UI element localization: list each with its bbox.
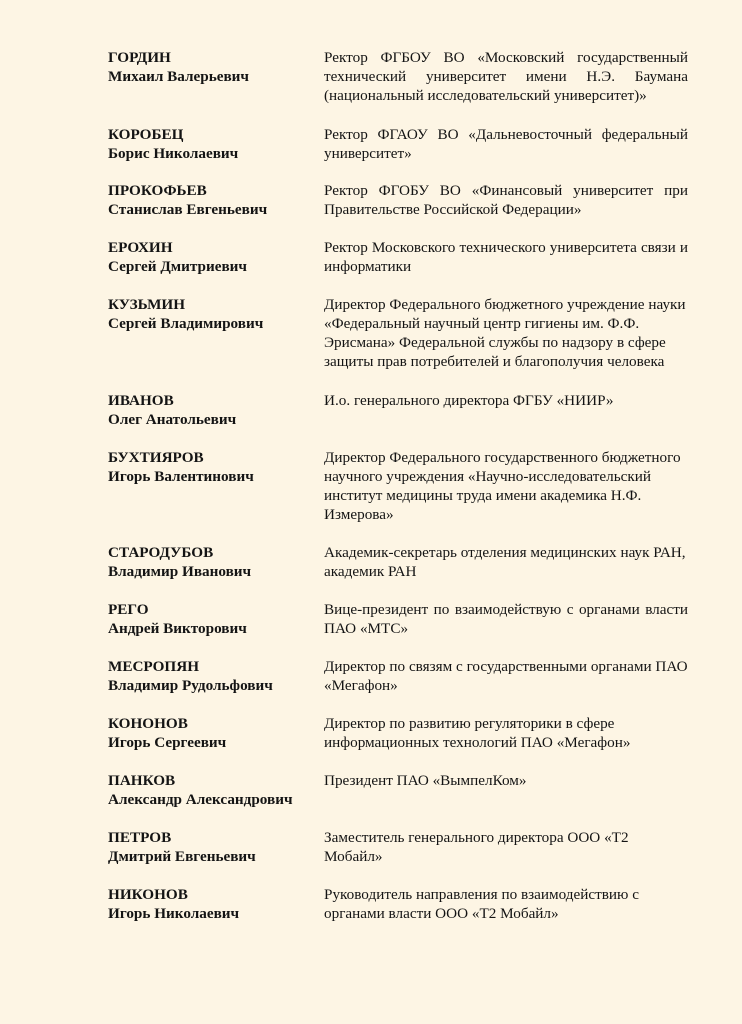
list-item bbox=[108, 238, 688, 276]
person-name bbox=[108, 448, 324, 524]
person-given-names: Игорь Сергеевич bbox=[108, 734, 227, 751]
list-item bbox=[108, 125, 688, 163]
person-name bbox=[108, 771, 324, 809]
person-given-names: Михаил Валерьевич bbox=[108, 68, 249, 85]
list-item bbox=[108, 657, 688, 695]
person-role: Директор по развитию регуляторики в сфере информационных технологий ПАО «Мегафон» bbox=[324, 715, 631, 751]
person-name bbox=[108, 885, 324, 923]
person-given-names: Александр Александрович bbox=[108, 791, 293, 808]
person-role: Ректор ФГБОУ ВО «Московский государственный технический университет имени Н.Э. Баумана (национальный исследовательский университет)» bbox=[324, 49, 688, 104]
person-role: И.о. генерального директора ФГБУ «НИИР» bbox=[324, 392, 614, 409]
person-given-names: Олег Анатольевич bbox=[108, 411, 237, 428]
participants-list bbox=[108, 48, 688, 923]
person-name bbox=[108, 714, 324, 752]
list-item bbox=[108, 543, 688, 581]
list-item bbox=[108, 714, 688, 752]
person-surname: МЕСРОПЯН bbox=[108, 658, 200, 675]
person-role: Директор по связям с государственными органами ПАО «Мегафон» bbox=[324, 658, 688, 694]
person-surname: ГОРДИН bbox=[108, 49, 171, 66]
person-given-names: Сергей Владимирович bbox=[108, 315, 264, 332]
person-role: Ректор ФГОБУ ВО «Финансовый университет при Правительстве Российской Федерации» bbox=[324, 182, 688, 218]
person-surname: ПРОКОФЬЕВ bbox=[108, 182, 207, 199]
person-surname: КУЗЬМИН bbox=[108, 296, 186, 313]
person-name bbox=[108, 125, 324, 163]
person-given-names: Владимир Рудольфович bbox=[108, 677, 273, 694]
person-surname: НИКОНОВ bbox=[108, 886, 188, 903]
person-name bbox=[108, 657, 324, 695]
person-name bbox=[108, 181, 324, 219]
person-surname: ИВАНОВ bbox=[108, 392, 174, 409]
list-item bbox=[108, 448, 688, 524]
person-given-names: Сергей Дмитриевич bbox=[108, 258, 247, 275]
person-role: Ректор ФГАОУ ВО «Дальневосточный федеральный университет» bbox=[324, 126, 688, 162]
person-surname: ПЕТРОВ bbox=[108, 829, 172, 846]
person-surname: КОРОБЕЦ bbox=[108, 126, 184, 143]
list-item bbox=[108, 295, 688, 371]
person-given-names: Игорь Николаевич bbox=[108, 905, 240, 922]
person-given-names: Игорь Валентинович bbox=[108, 468, 254, 485]
person-given-names: Станислав Евгеньевич bbox=[108, 201, 268, 218]
list-item bbox=[108, 771, 688, 809]
person-role: Директор Федерального бюджетного учреждение науки «Федеральный научный центр гигиены им. Ф.Ф. Эрисмана» Федеральной службы по надзору в сфере защиты прав потребителей и благополучия человека bbox=[324, 296, 686, 370]
person-surname: ЕРОХИН bbox=[108, 239, 173, 256]
person-name bbox=[108, 391, 324, 429]
person-name bbox=[108, 48, 324, 105]
person-surname: КОНОНОВ bbox=[108, 715, 188, 732]
list-item bbox=[108, 600, 688, 638]
person-given-names: Борис Николаевич bbox=[108, 145, 239, 162]
list-item bbox=[108, 181, 688, 219]
person-given-names: Андрей Викторович bbox=[108, 620, 247, 637]
person-name bbox=[108, 600, 324, 638]
person-role: Вице-президент по взаимодействую с органами власти ПАО «МТС» bbox=[324, 601, 688, 637]
person-surname: ПАНКОВ bbox=[108, 772, 176, 789]
person-given-names: Владимир Иванович bbox=[108, 563, 252, 580]
person-role: Руководитель направления по взаимодействию с органами власти ООО «Т2 Мобайл» bbox=[324, 886, 639, 922]
person-given-names: Дмитрий Евгеньевич bbox=[108, 848, 256, 865]
list-item bbox=[108, 48, 688, 105]
person-role: Президент ПАО «ВымпелКом» bbox=[324, 772, 527, 789]
person-role: Академик-секретарь отделения медицинских наук РАН, академик РАН bbox=[324, 544, 686, 580]
person-role: Ректор Московского технического университета связи и информатики bbox=[324, 239, 688, 275]
person-surname: СТАРОДУБОВ bbox=[108, 544, 214, 561]
person-role: Директор Федерального государственного бюджетного научного учреждения «Научно-исследовательский институт медицины труда имени академика Н.Ф. Измерова» bbox=[324, 449, 681, 523]
person-name bbox=[108, 238, 324, 276]
person-surname: РЕГО bbox=[108, 601, 149, 618]
person-role: Заместитель генерального директора ООО «Т2 Мобайл» bbox=[324, 829, 629, 865]
list-item bbox=[108, 885, 688, 923]
person-name bbox=[108, 295, 324, 371]
list-item bbox=[108, 828, 688, 866]
person-surname: БУХТИЯРОВ bbox=[108, 449, 204, 466]
list-item bbox=[108, 391, 688, 429]
person-name bbox=[108, 828, 324, 866]
person-name bbox=[108, 543, 324, 581]
